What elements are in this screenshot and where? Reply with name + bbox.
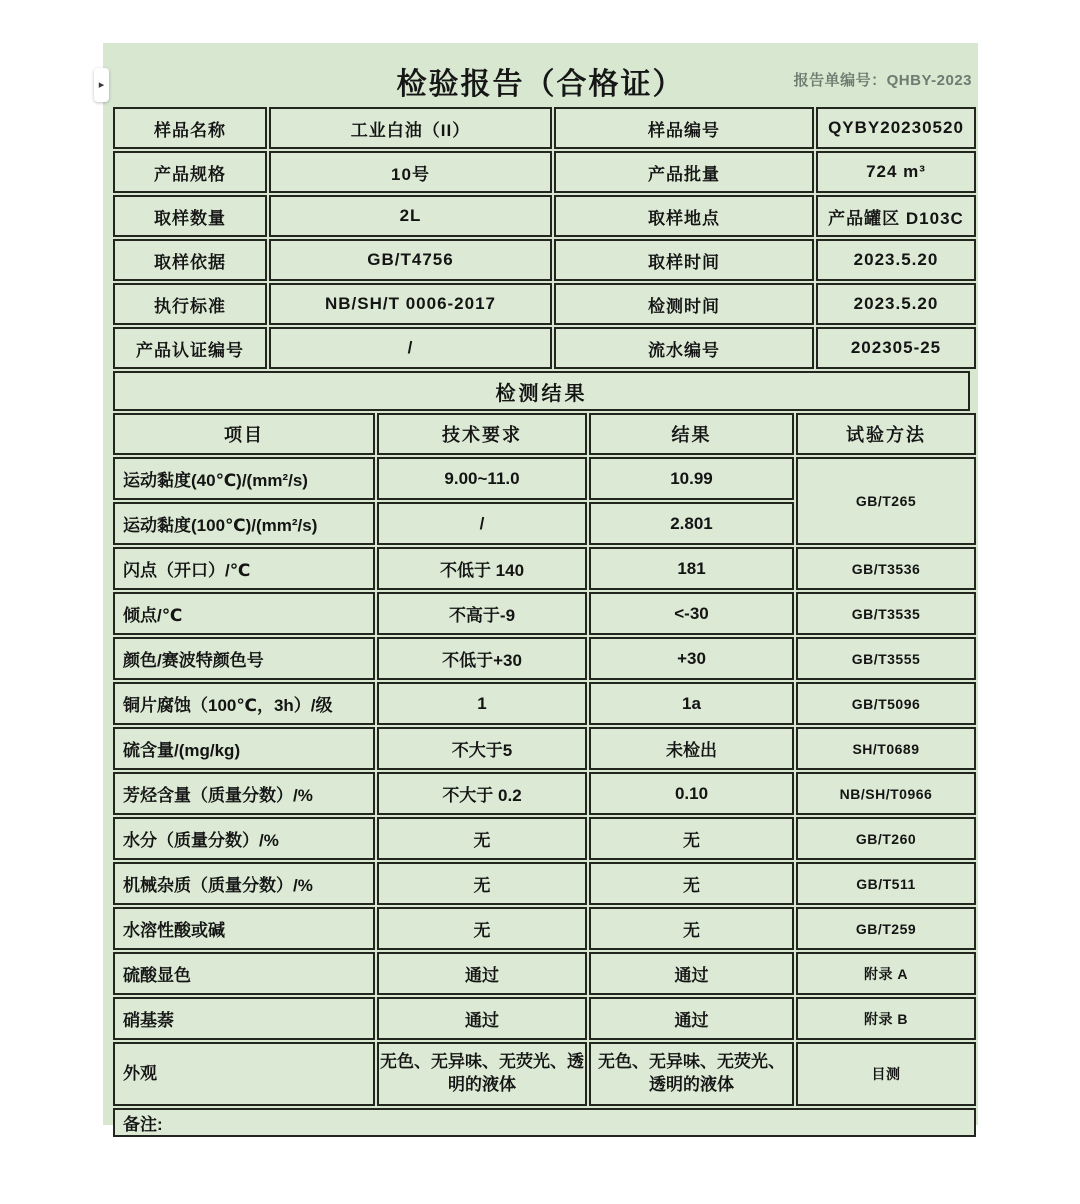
info-label-cell: 产品规格 [113, 151, 267, 193]
result-item-cell: 硫酸显色 [113, 952, 375, 995]
result-method-cell: 附录 B [796, 997, 976, 1040]
result-method-cell: GB/T260 [796, 817, 976, 860]
info-value-cell: NB/SH/T 0006-2017 [269, 283, 552, 325]
result-spec-cell: 无 [377, 817, 587, 860]
table-row [113, 1042, 976, 1106]
result-result-cell: 无色、无异味、无荧光、透明的液体 [589, 1042, 794, 1106]
table-row [113, 997, 976, 1040]
info-row [113, 239, 976, 281]
table-row [113, 637, 976, 680]
report-number: 报告单编号：QHBY-2023 [793, 72, 972, 89]
result-method-cell: GB/T3535 [796, 592, 976, 635]
table-row [113, 772, 976, 815]
result-method-cell: 目测 [796, 1042, 976, 1106]
result-result-cell: 无 [589, 817, 794, 860]
chevron-right-icon: ▸ [98, 78, 105, 91]
result-result-cell: 0.10 [589, 772, 794, 815]
page-title: 检验报告（合格证） [396, 68, 685, 101]
result-item-cell: 倾点/℃ [113, 592, 375, 635]
inspection-report-document [103, 43, 978, 1134]
result-spec-cell: 通过 [377, 952, 587, 995]
info-table [111, 105, 978, 371]
info-label-cell: 流水编号 [554, 327, 814, 369]
result-item-cell: 颜色/赛波特颜色号 [113, 637, 375, 680]
result-method-cell: GB/T259 [796, 907, 976, 950]
col-header-item: 项目 [113, 413, 375, 455]
info-value-cell: / [269, 327, 552, 369]
results-table [111, 411, 978, 1139]
result-spec-cell: 1 [377, 682, 587, 725]
info-row [113, 327, 976, 369]
result-result-cell: 10.99 [589, 457, 794, 500]
info-value-cell: 工业白油（II） [269, 107, 552, 149]
result-item-cell: 硫含量/(mg/kg) [113, 727, 375, 770]
result-item-cell: 水溶性酸或碱 [113, 907, 375, 950]
info-value-cell: QYBY20230520 [816, 107, 976, 149]
result-spec-cell: 9.00~11.0 [377, 457, 587, 500]
info-label-cell: 样品编号 [554, 107, 814, 149]
result-item-cell: 外观 [113, 1042, 375, 1106]
info-label-cell: 执行标准 [113, 283, 267, 325]
remark-row [113, 1108, 976, 1137]
info-label-cell: 取样数量 [113, 195, 267, 237]
table-row [113, 547, 976, 590]
result-spec-cell: 不大于5 [377, 727, 587, 770]
result-result-cell: <-30 [589, 592, 794, 635]
info-row [113, 107, 976, 149]
result-method-cell: GB/T511 [796, 862, 976, 905]
result-method-cell: GB/T3555 [796, 637, 976, 680]
table-row [113, 682, 976, 725]
info-value-cell: 2023.5.20 [816, 239, 976, 281]
info-label-cell: 取样地点 [554, 195, 814, 237]
result-method-cell: GB/T3536 [796, 547, 976, 590]
info-row [113, 283, 976, 325]
result-spec-cell: 无色、无异味、无荧光、透明的液体 [377, 1042, 587, 1106]
result-spec-cell: 不大于 0.2 [377, 772, 587, 815]
section-title-results: 检测结果 [113, 371, 970, 411]
result-result-cell: +30 [589, 637, 794, 680]
result-item-cell: 运动黏度(100℃)/(mm²/s) [113, 502, 375, 545]
info-label-cell: 样品名称 [113, 107, 267, 149]
result-spec-cell: 无 [377, 907, 587, 950]
result-item-cell: 机械杂质（质量分数）/% [113, 862, 375, 905]
info-row [113, 151, 976, 193]
col-header-method: 试验方法 [796, 413, 976, 455]
table-row [113, 727, 976, 770]
info-label-cell: 产品认证编号 [113, 327, 267, 369]
result-result-cell: 2.801 [589, 502, 794, 545]
result-spec-cell: / [377, 502, 587, 545]
result-item-cell: 运动黏度(40℃)/(mm²/s) [113, 457, 375, 500]
info-value-cell: 产品罐区 D103C [816, 195, 976, 237]
info-label-cell: 取样依据 [113, 239, 267, 281]
result-result-cell: 通过 [589, 952, 794, 995]
info-value-cell: 2023.5.20 [816, 283, 976, 325]
table-row [113, 817, 976, 860]
result-result-cell: 通过 [589, 997, 794, 1040]
table-row [113, 952, 976, 995]
table-row [113, 592, 976, 635]
result-item-cell: 硝基萘 [113, 997, 375, 1040]
result-item-cell: 闪点（开口）/℃ [113, 547, 375, 590]
remark-cell: 备注: [113, 1108, 976, 1137]
result-item-cell: 铜片腐蚀（100℃，3h）/级 [113, 682, 375, 725]
result-item-cell: 水分（质量分数）/% [113, 817, 375, 860]
col-header-result: 结果 [589, 413, 794, 455]
info-value-cell: 724 m³ [816, 151, 976, 193]
info-label-cell: 取样时间 [554, 239, 814, 281]
result-method-cell: 附录 A [796, 952, 976, 995]
result-spec-cell: 不低于 140 [377, 547, 587, 590]
left-edge-tab[interactable] [94, 68, 109, 102]
result-result-cell: 181 [589, 547, 794, 590]
info-value-cell: 10号 [269, 151, 552, 193]
result-method-cell: NB/SH/T0966 [796, 772, 976, 815]
col-header-spec: 技术要求 [377, 413, 587, 455]
result-result-cell: 1a [589, 682, 794, 725]
results-table-body [113, 457, 976, 1137]
result-spec-cell: 不高于-9 [377, 592, 587, 635]
info-label-cell: 检测时间 [554, 283, 814, 325]
result-method-cell: SH/T0689 [796, 727, 976, 770]
result-spec-cell: 不低于+30 [377, 637, 587, 680]
result-spec-cell: 通过 [377, 997, 587, 1040]
result-result-cell: 未检出 [589, 727, 794, 770]
table-row [113, 907, 976, 950]
info-value-cell: 202305-25 [816, 327, 976, 369]
result-item-cell: 芳烃含量（质量分数）/% [113, 772, 375, 815]
info-table-body [113, 107, 976, 369]
result-method-cell: GB/T265 [796, 457, 976, 545]
results-header-row [113, 413, 976, 455]
document-title-bar [103, 43, 978, 105]
tables-container [111, 105, 972, 1139]
table-row [113, 862, 976, 905]
result-result-cell: 无 [589, 862, 794, 905]
result-spec-cell: 无 [377, 862, 587, 905]
info-row [113, 195, 976, 237]
info-label-cell: 产品批量 [554, 151, 814, 193]
result-result-cell: 无 [589, 907, 794, 950]
table-row [113, 457, 976, 500]
info-value-cell: GB/T4756 [269, 239, 552, 281]
result-method-cell: GB/T5096 [796, 682, 976, 725]
info-value-cell: 2L [269, 195, 552, 237]
